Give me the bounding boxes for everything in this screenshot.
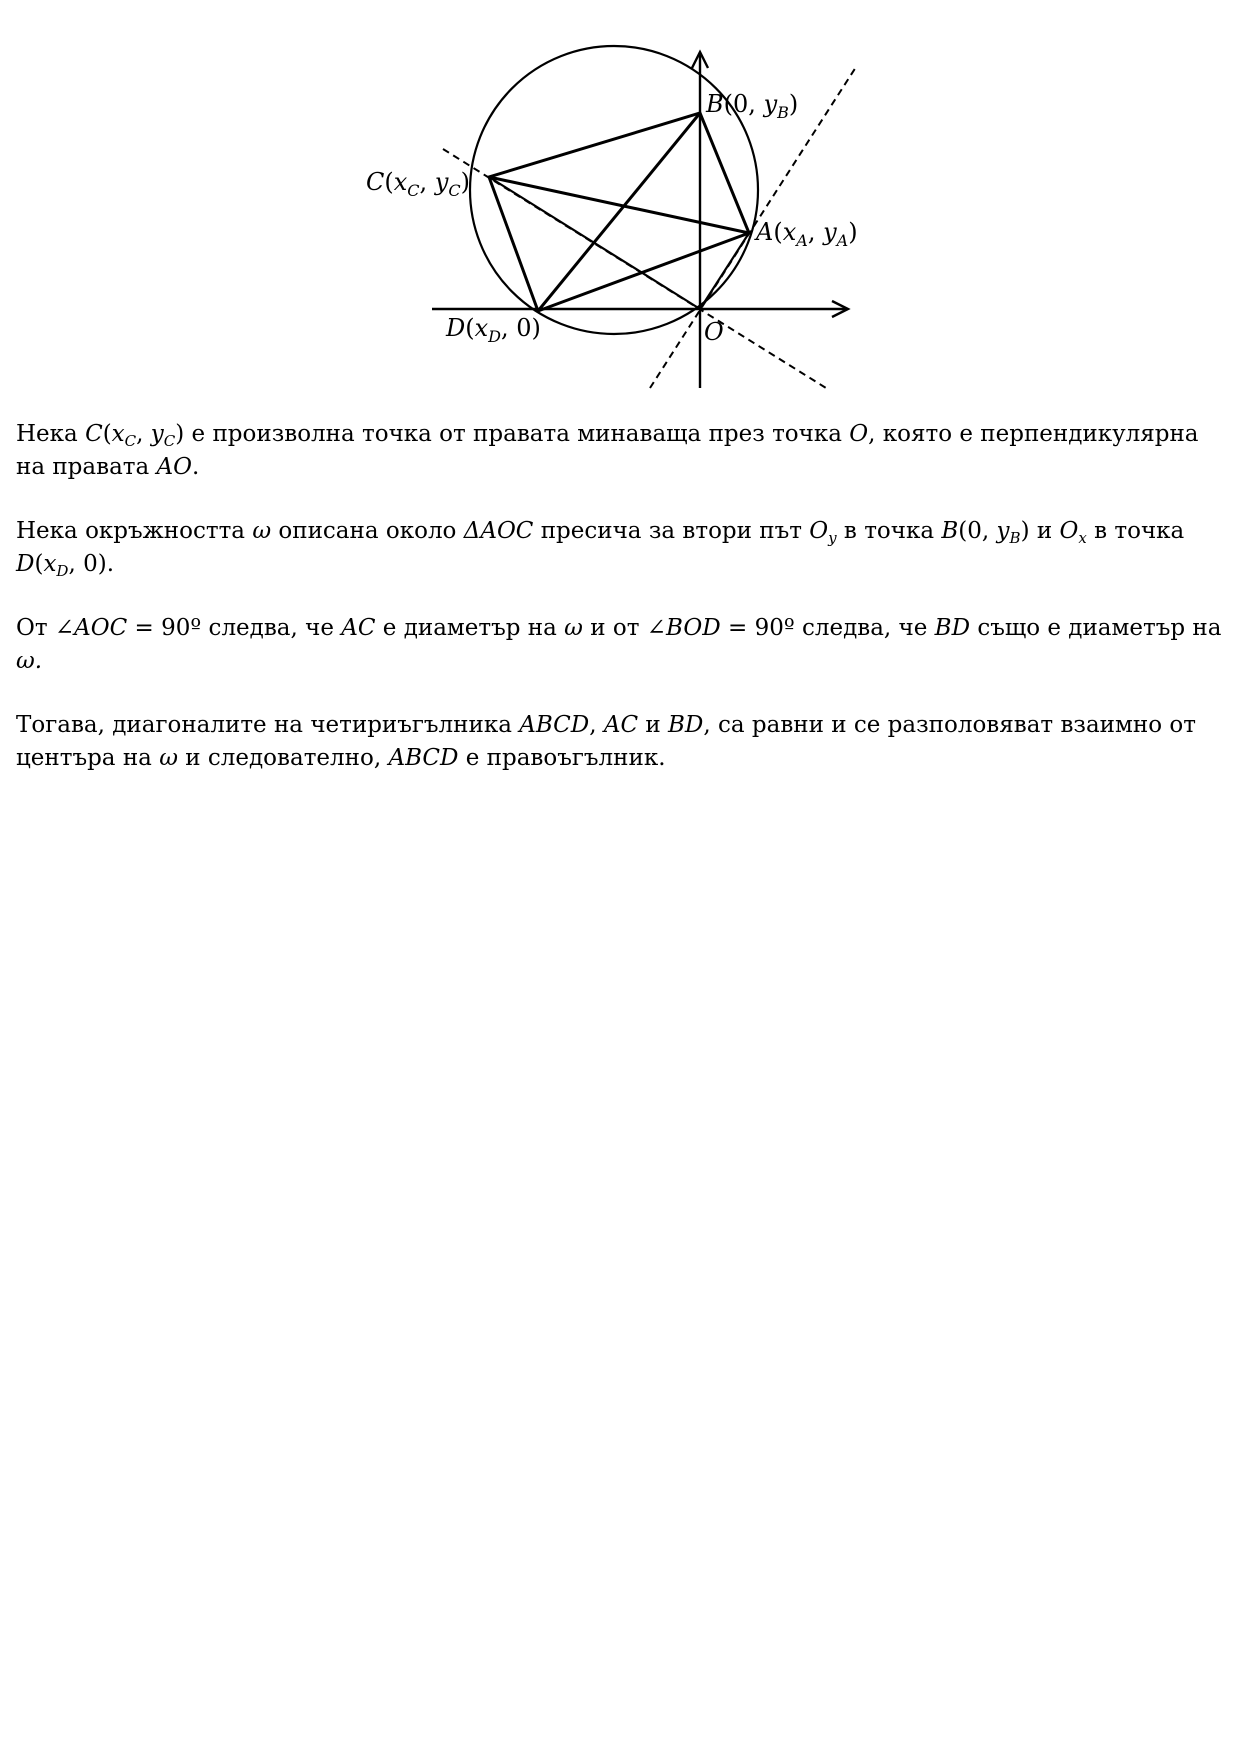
text: е диаметър на xyxy=(375,615,565,641)
text: следва, че xyxy=(201,615,342,641)
point-C-expression: $C(x_C$, $y_C$) xyxy=(85,421,185,450)
math-AC: AC xyxy=(341,615,376,641)
text: . xyxy=(34,648,43,674)
text: От xyxy=(16,615,55,641)
text: . xyxy=(192,454,200,480)
solution-text xyxy=(16,418,1224,806)
label-B: B(0, $y_B$) xyxy=(706,90,799,122)
math-angle-AOC: ∠AOC xyxy=(54,615,128,641)
paragraph-2 xyxy=(16,515,1224,581)
math-omega: ω xyxy=(252,518,272,544)
text: Тогава, диагоналите на четириъгълника xyxy=(16,712,520,738)
point-D-expression: $D(x_D$, 0) xyxy=(16,551,107,580)
text: и от xyxy=(582,615,647,641)
text: в точка xyxy=(1086,518,1185,544)
text: и следователно, xyxy=(177,745,389,771)
math-eq-90: = 90º xyxy=(720,615,795,641)
text: описана около xyxy=(271,518,464,544)
math-ABCD: ABCD xyxy=(388,745,459,771)
math-eq-90: = 90º xyxy=(127,615,202,641)
math-BD: BD xyxy=(934,615,971,641)
paragraph-1 xyxy=(16,418,1224,484)
math-BD: BD xyxy=(668,712,704,738)
paragraph-4 xyxy=(16,709,1224,775)
text: следва, че xyxy=(794,615,935,641)
text: . xyxy=(106,551,115,577)
text: също е диаметър на xyxy=(970,615,1222,641)
math-angle-BOD: ∠BOD xyxy=(646,615,721,641)
text: е произволна точка от правата минаваща през точка xyxy=(184,421,850,447)
math-omega: ω xyxy=(159,745,178,771)
math-Ox: $O_x$ xyxy=(1059,518,1087,547)
math-AC: AC xyxy=(603,712,639,738)
text: и xyxy=(638,712,669,738)
paragraph-3 xyxy=(16,612,1224,678)
math-Oy: $O_y$ xyxy=(809,518,837,547)
text: , xyxy=(589,712,604,738)
text: , която е перпендикулярна на правата xyxy=(16,421,1199,480)
text: Нека xyxy=(16,421,86,447)
label-D: $D(x_D$, 0) xyxy=(446,314,541,346)
text: и xyxy=(1029,518,1060,544)
text: в точка xyxy=(836,518,942,544)
text: пресича за втори път xyxy=(533,518,810,544)
math-omega: ω xyxy=(16,648,35,674)
label-A: $A(x_A$, $y_A$) xyxy=(756,218,858,250)
text: Нека окръжността xyxy=(16,518,253,544)
math-ABCD: ABCD xyxy=(519,712,590,738)
label-C: $C(x_C$, $y_C$) xyxy=(366,168,470,200)
math-omega: ω xyxy=(564,615,583,641)
point-B-expression: B(0, $y_B$) xyxy=(941,518,1030,547)
geometry-figure xyxy=(0,0,1240,400)
text: , са равни и се разполовяват взаимно от центъра на xyxy=(16,712,1196,771)
math-AO: AO xyxy=(156,454,192,480)
text: е правоъгълник. xyxy=(458,745,666,771)
diagonal-AC xyxy=(489,177,749,233)
math-O: O xyxy=(849,421,869,447)
label-O: O xyxy=(704,318,724,346)
segment-AO xyxy=(700,233,749,309)
math-triangle-AOC: ΔAOC xyxy=(463,518,534,544)
